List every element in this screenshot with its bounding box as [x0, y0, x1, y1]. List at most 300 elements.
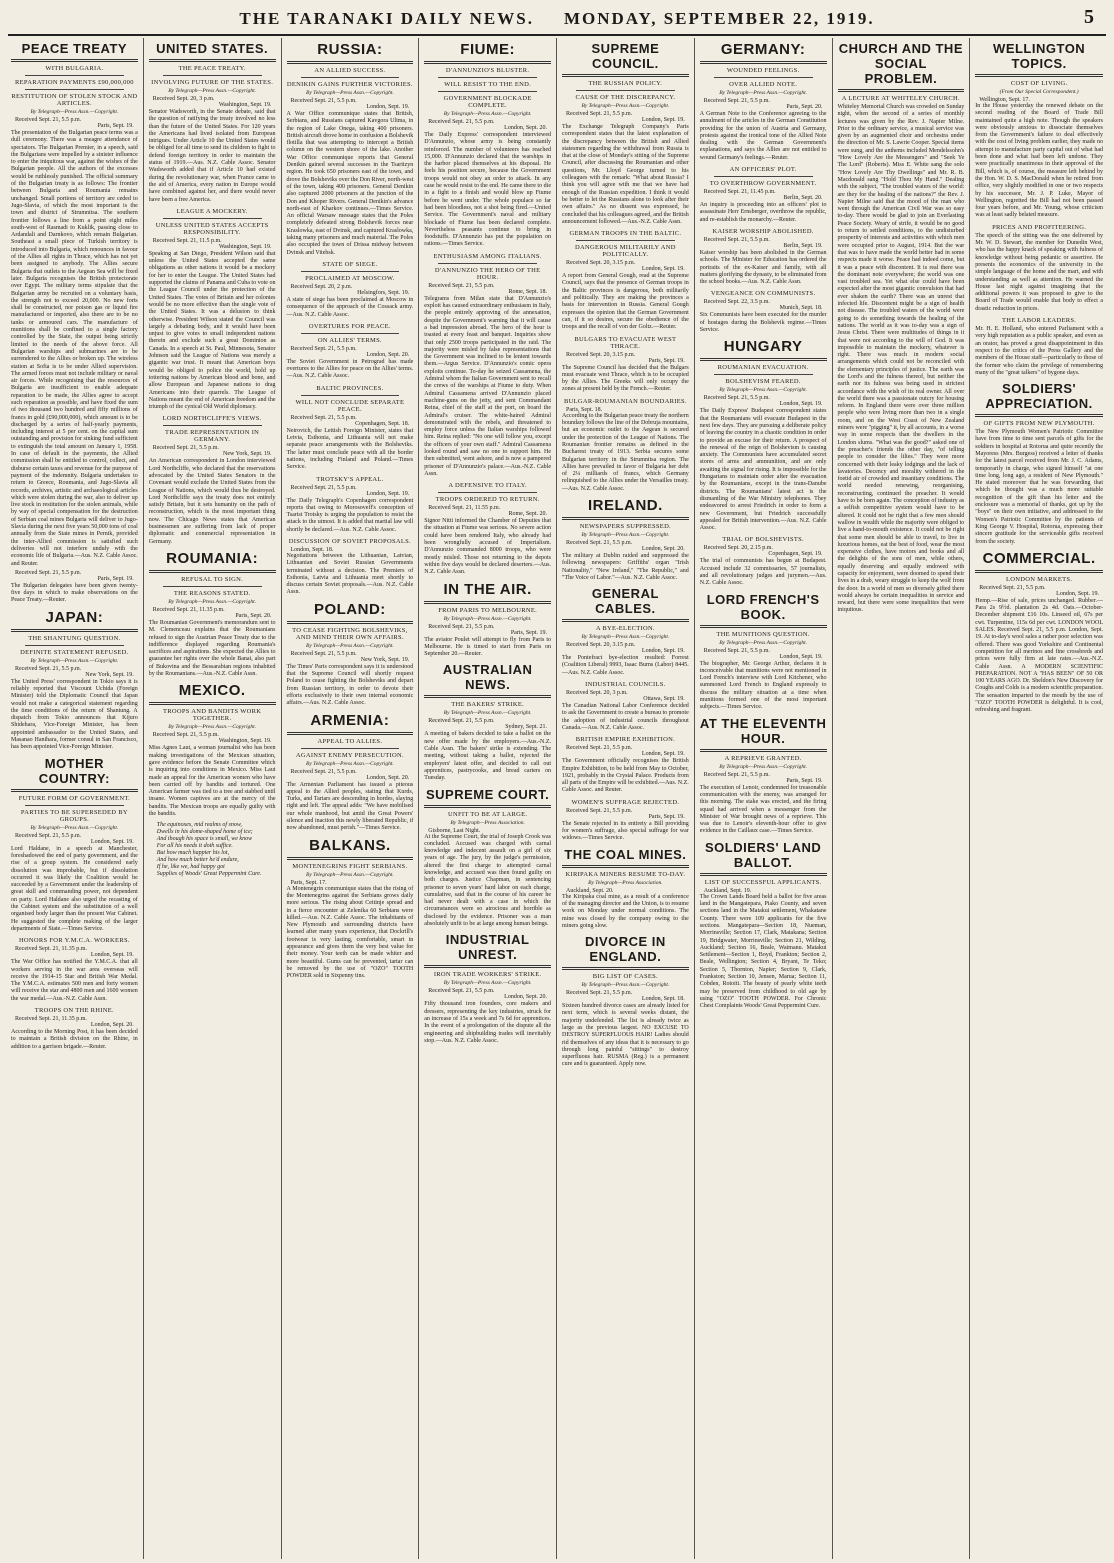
newspaper-title: THE TARANAKI DAILY NEWS.	[239, 9, 534, 28]
article-body: The Senate rejected in its entirety a Bill providing for women's suffrage, also special suffrage for war widows.—Times Service.	[562, 820, 689, 842]
dateline: Received Sept. 21, 5.5 p.m.	[290, 484, 357, 491]
subheading-rule	[576, 240, 675, 241]
subheading-rule	[301, 748, 400, 749]
article-body: The Daily Express' correspondent interviewed D'Annunzio, whose army is being constantly reinforced. The number of volunteers has reached 15,000. D'Annunzio declared that the warships in the harbor placed themselves at his disposal. He feels his position secure, because the Government troops would not obey an order to attack. In any case he would resist to the end. He came there to die in a fight to a finish and would blow up Fiume before he went under. The whole populace so far had been bloodless, not a shot being fired.—United Service. The Government's naval and military blockade of Fiume has been declared complete. Nevertheless peasants continue to bring in foodstuffs. D'Annunzio has put the population on rations.—Times Service.	[424, 132, 551, 248]
telegraph-credit: By Telegraph—Press Assn.—Copyright.	[443, 980, 532, 987]
dateline: Paris, Sept. 18.	[566, 406, 603, 413]
verse-line: But how much happier his lot,	[156, 850, 230, 857]
verse-line: If he, like we, had happy got	[156, 864, 225, 871]
article-subheading: BIG LIST OF CASES.	[592, 973, 658, 981]
article-headline: SUPREME COUNCIL.	[591, 41, 660, 71]
article-body: In the House yesterday the renewed debate on the second reading of the Board of Trade Bill maintained quite a high note. Though the speakers were obviously anxious to dissociate themselves from the Government's failure to deal effectively with the cost of living problem earlier, they made no attempt to manufacture party capital out of what had been done and what had been left undone. They were practically unanimous in their approval of the Bill, which is, of course, the measure left behind by the Hon. W. D. S. MacDonald when he retired from office, very slightly modified in one or two respects by his successor, Mr. J. P. Luke, Mayor of Wellington, regretted the Bill had not been passed four years before, and Mr. Young, whose criticism was at least sadly belated measure.	[975, 103, 1103, 219]
dateline: New York, Sept. 19.	[360, 656, 410, 663]
dateline: Received Sept. 20, 3.15 p.m.	[566, 642, 636, 649]
article-balkans	[287, 837, 414, 981]
article-headline: THE COAL MINES.	[564, 846, 687, 862]
article-womens-suffrage	[562, 799, 689, 843]
article-subheading: TROTSKY'S APPEAL.	[316, 475, 384, 483]
headline-rule	[424, 695, 551, 698]
headline-rule	[700, 625, 827, 628]
article-prices-profiteering	[975, 224, 1103, 313]
dateline: Received Sept. 21, 11.5 p.m.	[152, 237, 222, 244]
dateline: Received Sept. 21, 5.5 p.m.	[290, 345, 357, 352]
dateline: Received Sept. 21, 11.45 p.m.	[703, 189, 776, 196]
article-roumania	[149, 550, 276, 678]
telegraph-credit: By Telegraph—Press Assn.—Copyright.	[30, 657, 119, 664]
dateline: Berlin, Sept. 20.	[783, 195, 823, 202]
telegraph-credit: By Telegraph—Press Assn.—Copyright.	[443, 615, 532, 622]
dateline: Received Sept. 21, 11.35 p.m.	[15, 946, 87, 953]
article-subheading: OVER ALLIED NOTE.	[729, 81, 798, 88]
article-supreme-council	[562, 41, 689, 226]
article-body: The Canadian National Labor Conference decided to ask the Government to create a bureau to promote the adoption of industrial councils throughout Canada.—Aus. N.Z. Cable Assoc.	[562, 703, 689, 731]
article-body: The Government officially recognises the British Empire Exhibition, to be held from May to October, 1921, probably in the Crystal Palace. Products from all parts of the Empire will be exhibited.—Aus. N.Z. Cable Assoc. and Reuter.	[562, 758, 689, 794]
article-subheading: REFUSAL TO SIGN.	[181, 575, 244, 583]
article-subheading: THE RUSSIAN POLICY.	[588, 80, 663, 87]
article-body: The Crown Lands Board held a ballot for five areas land in the Mangatepara, Piako County, and seven sections land in the Matakui settlement, Whakatane County. There were 109 applicants for the five sections. Mangatepara—Section 18, Nueman, Morrinsville; Section 17, Clark, Matakana; Section 19, Bridgwater, Morrinsville; Section 21, Wilding, Auckland; Section 16, Beale, Waimanu. Matakui Settlement—Section 1, Boyd, Frankton; Section 2, Beale, Wellington; Section 4, Bryant, Te Teko; Section 5, Thornton, Napier; Section 9, Clark, Frankston; Section 10, Jensen, Marua; Section 11, Cobden, Rotoiti. The beauty of pearly white teeth may be preserved from childhood to old age by using "OZO" TOOTH POWDER. For Chronic Chest Complaints Woods' Great Peppermint Cure.	[699, 893, 827, 1010]
article-subheading: A BYE-ELECTION.	[595, 625, 655, 633]
article-headline: UNITED STATES.	[156, 41, 269, 56]
dateline: Paris, Sept. 20.	[235, 612, 272, 619]
article-subheading: ENTHUSIASM AMONG ITALIANS.	[433, 252, 542, 260]
column-5	[557, 38, 695, 1559]
dateline: Paris, Sept. 19.	[648, 357, 685, 364]
subheading-rule	[25, 75, 124, 76]
subheading-rule	[301, 77, 400, 78]
dateline: Received Sept. 21, 5.5 p.m.	[703, 647, 770, 654]
article-subheading: VENGEANCE ON COMMUNISTS.	[710, 290, 816, 298]
article-german-troops-baltic	[562, 230, 689, 331]
article-headline: SOLDIERS' APPRECIATION.	[985, 381, 1093, 412]
subheading-rule	[714, 374, 813, 375]
headline-rule	[975, 74, 1103, 77]
telegraph-credit: By Telegraph—Press Assn.—Copyright.	[30, 109, 119, 115]
telegraph-credit: (From Our Special Correspondent.)	[999, 89, 1079, 95]
article-officers-plot	[700, 166, 827, 224]
article-poland	[287, 601, 414, 708]
article-subheading: TRIAL OF BOLSHEVISTS.	[722, 536, 804, 544]
telegraph-credit: By Telegraph—Press Assn.—Copyright.	[305, 90, 394, 96]
dateline: Received Sept. 21, 5.5 p.m.	[290, 98, 357, 104]
dateline: Washington, Sept. 19.	[218, 243, 272, 250]
article-body: The Times' Paris correspondent says it is understood that the Supreme Council will shortly request Poland to cease fighting the Bolsheviks and depart from Russian territory, in order to devote their efforts exclusively to their own internal economic affairs.—Aus. N.Z. Cable Assoc.	[286, 663, 414, 707]
article-subheading: TO OVERTHROW GOVERNMENT.	[709, 180, 817, 188]
subheading-rule	[25, 805, 124, 806]
article-subheading: BALTIC PROVINCES.	[316, 384, 384, 392]
article-headline: CHURCH AND THE SOCIAL PROBLEM.	[838, 41, 963, 86]
telegraph-credit: By Telegraph—Press Association.	[588, 879, 663, 886]
article-body: An inquiry is proceeding into an officers' plot to assassinate Herr Ernsberger, overthrow the republic, and re-establish the monarchy.—Reuter.	[699, 202, 827, 223]
headline-rule	[424, 805, 551, 808]
dateline: Received Sept. 21, 5.5 p.m.	[15, 665, 82, 672]
article-subheading: RESTITUTION OF STOLEN STOCK AND ARTICLES.	[11, 93, 138, 107]
dateline: New York, Sept. 19.	[222, 451, 272, 458]
subheading-rule	[301, 395, 400, 396]
article-industrial-councils	[562, 681, 689, 732]
article-coal-mines	[562, 847, 689, 930]
issue-date: MONDAY, SEPTEMBER 22, 1919.	[563, 9, 875, 28]
article-headline: PEACE TREATY	[21, 41, 128, 56]
article-headline: GERMANY:	[720, 41, 806, 58]
article-headline: SUPREME COURT.	[425, 786, 550, 802]
headline-rule	[287, 61, 414, 64]
telegraph-credit: By Telegraph—Press Assn.—Copyright.	[719, 763, 808, 770]
article-headline: RUSSIA:	[317, 41, 383, 58]
dateline: Received Sept. 21, 5.5 p.m.	[15, 117, 82, 123]
article-japan	[11, 609, 138, 752]
article-headline: BALKANS.	[309, 836, 391, 854]
article-supreme-court	[424, 787, 551, 929]
dateline: Copenhagen, Sept. 19.	[768, 551, 823, 558]
verse-line: For all his needs it doth suffice.	[156, 843, 233, 850]
article-body: The Daily Express' Budapest correspondent states that the Roumanians will evacuate Budapest in the next few days. They are pursuing a deliberate policy of leaving the country in a chaotic condition in order to provide an excuse for their return. A prospect of the renewal of the reign of Bolshevism is causing anxiety. The Communists have accumulated secret stores of arms and ammunition, and are only awaiting the signal for rising. It is impossible for the Hungarians to maintain order after the evacuation by the Roumanians, except in the trans-Danube districts. The Roumanians' latest act is the dismantling of the War Ministry telephones. They endeavored to arrest Friedrich in order to form a new Government, but Friedrich successfully appealed for British intervention.—Aus. N.Z. Cable Assoc.	[699, 408, 827, 532]
article-headline: MOTHER COUNTRY:	[38, 755, 110, 786]
headline-rule	[838, 89, 965, 92]
headline-rule	[700, 358, 827, 361]
article-body: According to the Morning Post, it has been decided to maintain a British division on the Rhine, in addition to a garrison brigade.—Reuter.	[11, 1029, 138, 1050]
telegraph-credit: By Telegraph—Press Assn.—Copyright.	[168, 598, 257, 605]
dateline: Received Sept. 20, 3 p.m.	[152, 96, 215, 102]
article-subheading: WITH BULGARIA.	[45, 65, 104, 72]
article-soviet-proposals	[287, 538, 414, 597]
article-subheading: THE MUNITIONS QUESTION.	[716, 630, 810, 638]
article-subheading: KIRIPAKA MINERS RESUME TO-DAY.	[565, 870, 686, 878]
article-lord-northcliffe	[149, 415, 276, 546]
article-bulgar-roumanian	[562, 398, 689, 493]
article-body: A meeting of bakers decided to take a ballot on the new offer made by the employers.—Aus.-N.Z. Cable Assn. The bakers' strike is extending. The meeting, without taking a ballot, rejected the employers' latest offer, and decided to call out apprentices, pastrycooks, and bread carters on Tuesday.	[424, 731, 551, 782]
column-1	[6, 38, 144, 1559]
article-body: Signor Nitti informed the Chamber of Deputies that the situation at Fiume was serious. No severe action could have been rendered Italy, who already had been wrongfully accused of Imperialism. D'Annunzio commanded 8000 troops, who were mostly misled. Those not returning to the depots within five days would be declared deserters.—Aus. N.Z. Cable Assn.	[424, 518, 551, 576]
dateline: London, Sept. 19.	[366, 104, 410, 110]
dateline: Received Sept. 20, 2 p.m.	[290, 283, 353, 290]
article-body: The New Plymouth Women's Patriotic Committee have from time to time sent parcels of gifts for the soldiers in hospital at Rotorua and quite recently the Mayoress (Mrs. Burgess) received a letter of thanks for the latest parcel received from Mr. J. C. Adams, temporarily in charge, who signed himself "at one time long, long ago, a resident of New Plymouth." He stated moreover that he was forwarding that which he thought was a much more suitable recognition of the gift than his letter and the enclosure was a memorial of thanks, got up by the "boys" on their own initiative, and addressed to the Women's Patriotic Committee by the patients of King George V. Hospital, Rotorua, expressing their sincere gratitude for the serviceable gifts received from the society.	[975, 429, 1103, 545]
article-subheading: ROUMANIAN EVACUATION.	[717, 364, 809, 372]
article-body: The Kiripaka coal mine, as a result of a conference of the managing director and the Union, is to resume work on Monday under normal conditions. The mine was closed by the company owing to the miners going slow.	[562, 893, 689, 929]
article-headline: IRELAND.	[587, 496, 663, 514]
article-hungary	[700, 338, 827, 532]
column-8	[970, 38, 1108, 1559]
dateline: Paris, Sept. 19.	[648, 813, 685, 820]
article-subheading: STATE OF SIEGE.	[322, 260, 378, 268]
article-league-mockery	[149, 208, 276, 412]
telegraph-credit: By Telegraph—Press Assn.—Copyright.	[30, 824, 119, 831]
article-russia	[287, 41, 414, 257]
dateline: Received Sept. 21, 5.5 p.m.	[428, 119, 495, 125]
article-subheading: THE LABOR LEADERS.	[1002, 317, 1077, 325]
article-body: Kaiser worship has been abolished in the German schools. The Minister for Education has ordered the portraits of the ex-Kaiser and family, with all matters glorifying the dynasty, to be eliminated from the school books.—Aus. N.Z. Cable Assn.	[699, 249, 827, 286]
article-body: The War Office has notified the Y.M.C.A. that all workers serving in the war area overseas will receive the 1914-15 Star and British War Medal. The Y.M.C.A. estimates 500 men and forty women will receive the star and 4800 men and 1600 women the war medal.—Aus.-N.Z. Cable Assn.	[11, 959, 138, 1002]
telegraph-credit: By Telegraph—Press Assn.—Copyright.	[305, 871, 394, 878]
dateline: Copenhagen, Sept. 18.	[355, 420, 410, 427]
dateline: Received Sept. 21, 5.5 p.m.	[152, 732, 219, 739]
article-subheading: THE PEACE TREATY.	[178, 65, 246, 72]
article-vengeance-communists	[700, 290, 827, 334]
dateline: Auckland, Sept. 20.	[566, 887, 614, 894]
telegraph-credit: By Telegraph—Press Assn.—Copyright.	[168, 724, 257, 731]
column-2	[144, 38, 282, 1559]
dateline: Received Sept. 20, 3.15 p.m.	[566, 260, 636, 267]
dateline: Gisborne, Last Night.	[428, 827, 481, 834]
article-subheading: FROM PARIS TO MELBOURNE.	[438, 606, 538, 614]
article-subheading: OVERTURES FOR PEACE.	[308, 322, 391, 330]
article-headline: LORD FRENCH'S BOOK.	[706, 591, 820, 622]
article-body: The United Press' correspondent in Tokio says it is reliably reported that Viscount Uchida (Foreign Minister) told the Diplomatic Council that Japan would not make a categorical statement regarding the time conditions of the return of Shantung. A dispatch from Tokio announces that Kijuro Shidehara, Vice-Foreign Minister, has been appointed ambassador to the United States, and Masanao Hanihara, former consul in San Francisco, has been appointed Vice-Foreign Minister.	[11, 678, 138, 751]
article-subheading: DENIKIN GAINS FURTHER VICTORIES.	[286, 81, 413, 88]
subheading-rule	[438, 492, 537, 493]
article-body: A Montenegrin communique states that the rising of the Montenegrins against the Serbians grows daily more serious. The rising about Cettinje spread and in a fierce encounter at Zelenika 60 Serbians were killed.—Aus. N.Z. Cable Assoc. The inhabitants of New Plymouth and surrounding districts have learned after many years experience, that Dockrill's footwear is very lasting, comfortable, smart in appearance and gives them the very best value for their money. Your teeth can be made whiter and more beautiful. Gums can be prevented, tartar can be removed by the use of "OZO" TOOTH POWDER sold in Sixpenny tins.	[286, 885, 414, 980]
dateline: Received Sept. 21, 5.5 p.m.	[566, 111, 633, 117]
column-3	[282, 38, 420, 1559]
article-subheading: BOLSHEVISM FEARED.	[725, 378, 801, 386]
article-body: The Daily Telegraph's Copenhagen correspondent reports that owing to Morosoveff's conception of Tsarist Trotsky is urging the population to resist the attack to the utmost. It is added that martial law will shortly be declared.—Aus. N.Z. Cable Assoc.	[286, 497, 414, 533]
article-enthusiasm	[424, 253, 551, 478]
article-mother-country	[11, 756, 138, 934]
dateline: London, Sept. 20.	[366, 774, 410, 781]
article-peace-treaty	[11, 41, 138, 605]
article-subheading: HONORS FOR Y.M.C.A. WORKERS.	[18, 937, 130, 945]
article-subheading: UNLESS UNITED STATES ACCEPTS RESPONSIBILITY.	[155, 221, 269, 236]
telegraph-credit: By Telegraph—Press Assn.—Copyright.	[719, 90, 808, 96]
article-trial-bolshevists	[700, 536, 827, 587]
article-headline: AUSTRALIAN NEWS.	[442, 662, 533, 693]
dateline: Received Sept. 21, 5.5 p.m.	[979, 584, 1046, 591]
article-headline: INDUSTRIAL UNREST.	[445, 932, 530, 963]
dateline: London, Sept. 20.	[504, 125, 547, 131]
dateline: Received Sept. 21, 5.5 p.m.	[15, 832, 82, 839]
subheading-rule	[25, 89, 124, 90]
article-defensive	[424, 482, 551, 576]
dateline: Received Sept. 21, 5.5 p.m.	[703, 236, 770, 243]
dateline: Sydney, Sept. 21.	[505, 724, 547, 731]
subheading-rule	[438, 263, 537, 264]
article-body: The speech of the sitting was the one delivered by Mr. W. D. Stewart, the member for Dunedin West, who has the happy knack of speaking with fulness of knowledge without being pedantic or assertive. He presents the economics of the university in the simple language of the home and the mart, and with understanding as well as attention. He warned the House last night against imagining that the additional powers it was proposed to give to the Board of Trade would enable that body to effect a drastic reduction in prices.	[975, 232, 1103, 312]
headline-rule	[975, 414, 1103, 417]
article-subheading: TROOPS ON THE RHINE.	[34, 1007, 114, 1015]
article-subheading: MONTENEGRINS FIGHT SERBIANS.	[292, 862, 408, 870]
article-headline: AT THE ELEVENTH HOUR.	[699, 715, 827, 746]
article-headline: JAPAN:	[45, 608, 104, 626]
masthead	[8, 4, 1106, 36]
article-subheading: AGAINST ENEMY PERSECUTION.	[295, 751, 404, 759]
dateline: London, Sept. 20.	[504, 994, 547, 1001]
article-body: The Soviet Government in Petrograd has made overtures to the Allies for peace on the Allies' terms.—Aus. N.Z. Cable Assoc.	[286, 358, 414, 380]
article-body: Miss Agnes Laut, a woman journalist who has been making investigations of the Mexican situation, gave evidence before the Senate Committee which is inquiring into conditions in Mexico. Miss Laut made an appeal for the American women who have been carried off by bandits and tortured. One American farmer was tied to a tree and stabbed until insane. Women captives are at the mercy of the bandits. The Mexican troops are equally guilty with the bandits.	[148, 745, 276, 817]
dateline: Paris, Sept. 19.	[97, 123, 134, 129]
article-state-of-siege	[287, 261, 414, 319]
dateline: Received Sept. 21, 5.5 p.m.	[566, 745, 633, 752]
columns	[6, 38, 1108, 1559]
article-subheading: A REPRIEVE GRANTED.	[724, 754, 802, 762]
dateline: Paris, Sept. 20.	[786, 104, 823, 110]
headline-rule	[424, 61, 551, 64]
article-headline: SOLDIERS' LAND BALLOT.	[704, 839, 822, 870]
headline-rule	[562, 619, 689, 622]
article-body: Sixteen hundred divorce cases are already listed for next term, which is several weeks distant, the majority undefended. The list is already twice as large as the previous largest. NO EXCUSE TO DESTROY SUPERFLUOUS HAIR! Ladies should rid themselves of any ideas that it is necessary to go through long painful "sittings" to destroy superfluous hair. RUSMA (Reg.) is a permanent cure and is guaranteed. Apply now.	[562, 1003, 689, 1068]
article-subheading: TROOPS AND BANDITS WORK TOGETHER.	[162, 708, 262, 723]
article-body: The Supreme Council has decided that the Bulgars must evacuate west Thrace, which is to be occupied by the Allies. The Greeks will only occupy the zones at present held by the French.—Reuter.	[562, 364, 689, 393]
article-subheading: PROCLAIMED AT MOSCOW.	[305, 274, 395, 282]
dateline: Received Sept. 20, 3 p.m.	[566, 690, 628, 697]
headline-rule	[562, 74, 689, 77]
article-subheading: INVOLVING FUTURE OF THE STATES.	[151, 79, 274, 86]
telegraph-credit: By Telegraph—Press Assn.—Copyright.	[719, 387, 808, 394]
dateline: Received Sept. 21, 5.5 p.m.	[15, 569, 82, 576]
article-subheading: WILL NOT CONCLUDE SEPARATE PEACE.	[295, 398, 405, 413]
verse-line: And though his space is small, we know	[156, 836, 253, 843]
article-wellington-topics	[975, 41, 1103, 220]
article-headline: MEXICO.	[178, 682, 246, 700]
article-eleventh-hour	[700, 716, 827, 836]
article-body: The aviator Poulet will attempt to fly from Paris to Melbourne. He is timed to start from Paris on September 20.—Reuter.	[424, 636, 551, 658]
subheading-rule	[576, 90, 675, 91]
dateline: Rome, Sept. 18.	[508, 288, 547, 295]
telegraph-credit: By Telegraph—Press Assn.—Copyright.	[581, 634, 670, 641]
telegraph-credit: By Telegraph—Press Assn.—Copyright.	[305, 642, 394, 649]
headline-rule	[11, 59, 138, 62]
article-body: The Exchange Telegraph Company's Paris correspondent states that the latest explanation of the discrepancy between the British and Allied statesmen regarding the withdrawal from Russia is that at the close of Monday's sitting of the Supreme Council, after discussing the Roumanian and other questions, Mr. Lloyd George turned to his colleagues with the remark: "What about Russia? I think you will agree with me that we have had enough of the Russian expedition. I think it would be better to let the Russians alone to look after their own affairs." As no dissent was expressed, he concluded that his colleagues agreed, and the British announcement followed.—Aus.-N.Z. Cable Assn.	[562, 124, 689, 225]
article-body: The Armenian Parliament has issued a piteous appeal to the Allied peoples, stating that Kurds, Turks, and Tartars are descending in hordes, slaying right and left. The appeal adds: "We have mobilised our whole manhood, but amid the Great Powers' silence and inaction this newly liberated Republic, if now abandoned, must perish."—Times Service.	[286, 781, 414, 832]
dateline: London, Sept. 19.	[90, 952, 134, 959]
article-divorce	[562, 934, 689, 1069]
dateline: London, Sept. 18.	[641, 996, 685, 1003]
article-subheading: DEFINITE STATEMENT REFUSED.	[20, 648, 129, 656]
article-body: The military at Dublin raided and suppressed the following newspapers: Griffiths' organ "Irish Nationality," "New Ireland," "The Republic," and "The Voice of Labor."—Aus. N.Z. Cable Assoc.	[562, 552, 689, 581]
article-body: Speaking at San Diego, President Wilson said that unless the United States accepted the same obligations as other nations it would be a mockery for her to enter the League. The United States had supported the claims of Panama and Cuba to vote on the League Council under the protection of the United States. The votes of Britain and her colonies would be no more effective than the single vote of the United States. It was a delusion to think otherwise. President Wilson stated the Council was largely a debating body, and it would have been unjust to give votes to small independent nations therein and exclude such a great Dominion as Canada. In a speech at St. Paul, Minnesota, Senator Johnson said the League of Nations was merely a gigantic war trust. It meant that American boys would be obliged to police the world, hold up tottering nations by American blood and bone, and allow European and Japanese nations to drag Americans into their quarrels. The League of Nations meant the end of American freedom and the triumph of the cynical Old World diplomacy.	[148, 250, 276, 411]
article-church-social	[838, 41, 965, 615]
article-armenia	[287, 712, 414, 833]
subheading-rule	[25, 645, 124, 646]
article-subheading: OF GIFTS FROM NEW PLYMOUTH.	[983, 420, 1095, 428]
dateline: Received Sept. 21, 5.5 p.m.	[290, 414, 357, 421]
headline-rule	[149, 59, 276, 62]
article-body: Mr. H. E. Holland, who entered Parliament with a very high reputation as a public speaker, and even as an orator, has proved a great disappointment in this respect to the critics of the Press Gallery and the members of the House staff—particularly to those of the former who claim the privilege of remembering many of the "great talkers" of bygone days.	[975, 326, 1103, 376]
dateline: Auckland, Sept. 19.	[703, 887, 752, 894]
article-headline: FIUME:	[460, 41, 515, 58]
article-subheading: A DEFENSIVE TO ITALY.	[448, 482, 527, 490]
dateline: Received Sept. 21, 5.5 p.m.	[703, 395, 770, 402]
dateline: London, Sept. 20.	[90, 1022, 134, 1029]
article-body: Lord Haldane, in a speech at Manchester, foreshadowed the end of party government, and the rise of a group system. He considered early dissolution was improbable, but if dissolution occurred it was likely the Coalition would be succeeded by a Government under the leadership of great skill and commanding power, not dependent on party. Lord Haldane also urged the recasting of the Cabinet system and the substitution of a well organised body larger than the present War Cabinet. He suggested the complete making of the larger departments of State.—Times Service.	[11, 845, 138, 932]
article-headline: HUNGARY	[723, 338, 803, 356]
article-headline: GENERAL CABLES.	[591, 586, 659, 617]
article-headline: WELLINGTON TOPICS.	[993, 41, 1086, 71]
dateline: London, Sept. 18.	[290, 546, 334, 553]
article-headline: IN THE AIR.	[443, 580, 532, 598]
dateline: Ottawa, Sept. 19.	[643, 696, 685, 703]
headline-rule	[562, 865, 689, 868]
article-subheading: TRADE REPRESENTATION IN GERMANY.	[165, 429, 260, 444]
article-subheading: D'ANNUNZIO'S BLUSTER.	[445, 67, 530, 74]
telegraph-credit: By Telegraph—Press Assn.—Copyright.	[581, 103, 670, 109]
page-number: 5	[1084, 6, 1096, 28]
article-subheading: WILL RESIST TO THE END.	[444, 81, 532, 88]
article-body: Whiteley Memorial Church was crowded on Sunday night, when the second of a series of monthly lectures was given by the Rev. J. Napier Milne. Prior to the ordinary service, a musical service was given by an augmented choir and orchestra under the direction of Mr. S. Lawrie Cooper. Special items were sung, and the anthems included Mendelssohn's "How Lovely Are the Messengers" and "Seek Ye The Lord" (Roberts). Miss E. White sang the solo "How Lovely Are Thy Dwellings" and Mr. R. B. Macdonald sang "Hold Thou My Hand." Dealing with the subject, "The troubled waters of the world: are they for the healing of the nations?" the Rev. J. Napier Milne said that the mood of the man who went through the American Civil War was so easy to-day. There would be glad to join an Everlasting Peace Society. Weary of strife, it would be no good to return to settled conditions, to the undisturbed prosperity of interests and activities with which men were occupied prior to August, 1914. But the war that was to have made the world better had in some respects made it worse. Peace had indeed come, but it was a peace with discontent. It is real there was the dominant note everywhere; the world was one vast troubled sea. Yet what else could have been expected after the most gigantic convulsion that had ever shaken the earth? There was an unrest that infected life. Discontent might be a sign of health not disease. The troubled waters of the world were going to do something towards the healing of the nations. The world as it was to-day was a sign of Jesus Christ. There were multitudes of things in it that were not according to the will of God. It was impossible to maintain the mockery, whatever is right. There was much in modern social arrangements which could not be reconciled with the elementary principles of justice. The earth was the Lord's and the fulness thereof, but neither the earth nor its fulness was being used in strictest accordance with the wish of its real owner. All over the world there was a passionate outcry for housing reform. In England there were over three million people who were living more than two in a single room, and on the West Coast of New Zealand miners were "pigging" it, by all accounts, in a worse way in some respects than the dwellers in the London slums. "What was the good?" asked one of the preacher's friends the other day, "of telling people to consider the lilies." They were more concerned with their leaky lodgings and the lack of lavatories. Decency and morality withered in the foetid air of crowded and insanitary conditions. The world needed renewing, reorganising, reconstructing, continued the preacher. It would have to be born again. The conception of industry as a selfish competitive system would have to be altered. It could not be right that a few men should wallow in wealth while the majority were obliged to live a hand-to-mouth existence. It could not be right that some men should be able to travel, to live in luxurious homes, eat the best of food, wear the most expensive clothes, have motors and books and all the delights of the sons of men, while others, equally deserving and equally endowed with capacity for enjoyment, were doomed to spend their lives in a drab, weary struggle to keep the wolf from the door. In a world of men so diversely gifted there would always be certain inequalities in service and reward, but there were some inequalities that were iniquitous.	[837, 104, 965, 614]
article-body: A German Note to the Conference agreeing to the annulment of the articles in the German Constitution providing for the union of Austria and Germany, protests against the ironical tone of the Allied Note dealing with the German Government's explanations, and says the Allies are not entitled to wound Germany's feelings.—Reuter.	[699, 111, 827, 161]
article-subheading: TROOPS ORDERED TO RETURN.	[435, 496, 540, 504]
dateline: Received Sept. 21, 5.5 p.m.	[566, 990, 633, 997]
article-headline: DIVORCE IN ENGLAND.	[584, 934, 666, 965]
article-kaiser-worship	[700, 228, 827, 286]
article-subheading: AN OFFICERS' PLOT.	[729, 166, 797, 174]
article-subheading: REPARATION PAYMENTS £90,000,000	[15, 79, 134, 86]
article-subheading: LEAGUE A MOCKERY.	[176, 207, 248, 215]
dateline: Berlin, Sept. 19.	[783, 242, 823, 249]
dateline: New York, Sept. 19.	[85, 671, 134, 678]
article-subheading: LONDON MARKETS.	[1006, 575, 1073, 583]
article-subheading: COST OF LIVING.	[1010, 80, 1068, 87]
dateline: Helsingfors, Sept. 19.	[357, 289, 410, 296]
dateline: Received Sept. 21, 5.5 p.m.	[566, 807, 633, 814]
subheading-rule	[438, 91, 537, 92]
article-body: The biographer, Mr. George Arthur, declares it is inconceivable that munitions were not mentioned in Lord French's interview with Lord Kitchener, who summoned Lord French to England expressly to discuss the military situation at a time when munitions formed one of the most important subjects.—Times Service.	[699, 660, 827, 711]
subheading-rule	[438, 77, 537, 78]
verse-line: The equinoxes, mid realms of snow,	[156, 822, 242, 829]
article-subheading: PRICES AND PROFITEERING.	[992, 223, 1087, 231]
dateline: Received Sept. 21, 5.5 p.m.	[152, 445, 219, 452]
article-subheading: THE SHANTUNG QUESTION.	[28, 634, 121, 642]
dateline: Paris, Sept. 17.	[290, 879, 327, 886]
headline-rule	[562, 967, 689, 970]
dateline: Received Sept. 21, 5.5 p.m.	[703, 771, 770, 778]
article-body: Negotiations between the Lithuanian, Latvian, Lithuanian and Soviet Russian Governments terminated without a decision. The Premiers of Esthonia, Latvia and Lithuania meet shortly to discuss certain Soviet proposals.—Aus. N.Z. Cable Assn.	[286, 552, 414, 596]
headline-rule	[149, 702, 276, 705]
subheading-rule	[163, 75, 262, 76]
article-subheading: A LECTURE AT WHITELEY CHURCH.	[841, 95, 960, 102]
dateline: Rome, Sept. 20.	[508, 511, 547, 518]
headline-rule	[424, 965, 551, 968]
article-subheading: IRON TRADE WORKERS' STRIKE.	[433, 971, 542, 979]
telegraph-credit: By Telegraph—Press Assn.—Copyright.	[305, 760, 394, 767]
dateline: Paris, Sept. 19.	[786, 777, 823, 784]
headline-rule	[700, 749, 827, 752]
article-mexico	[149, 682, 276, 818]
headline-rule	[11, 789, 138, 792]
article-body: Telegrams from Milan state that D'Annunzio's exploit has caused extraordinary enthusiasm in Italy, the people entirely approving of the annexation, despite the Government's warning that it will cause a bad impression abroad. The hero of the hour is toasted at every feast and banquet. Inquiries show that only 2500 troops participated in the raid. The majority were misled by false representations that the Government was inclined to be lenient towards them.—Argus Service. D'Annunzio's comic opera exploits continue. To-day he seized Cassamena, the Admiral whom the Italian Government sent to recall the crews of the warships at Fiume to duty. When Admiral Cassamena arrived D'Annunzio placed machine-guns on the jetty, and sent Commandant Reina, chief of the staff at the port, on board the Admiral's cruiser. The white-haired Admiral demonstrated with the rebels, and threatened to employ force unless the Italian warships followed him. Reina replied: "No one will follow you, except the officers of your own staff." Admiral Cassamena looked round and saw no one to support him. He then submitted, went ashore, and is now a pampered prisoner of D'Annunzio's palace.—Aus.-N.Z. Cable Assn.	[424, 295, 551, 477]
article-body: At the Supreme Court, the trial of Joseph Crook was concluded. Accused was charged with carnal knowledge and indecent assault on a girl of six years of age. The jury, by the judge's permission, altered the first charge to attempted carnal knowledge, and accused was then found guilty on both charges. Justice Chapman, in sentencing prisoner to seven years' hard labor on each charge, cumulative, said that in the course of his career he had never dealt with a case in which the circumstances were so atrocious and horrible as disclosed by the evidence. Prisoner was a man absolutely unfit to be at large among human beings.	[424, 833, 551, 928]
headline-rule	[11, 629, 138, 632]
telegraph-credit: By Telegraph—Press Assn.—Copyright.	[581, 982, 670, 989]
article-general-cables	[562, 586, 689, 677]
subheading-rule	[163, 586, 262, 587]
dateline: London, Sept. 19.	[779, 401, 823, 408]
article-headline: POLAND:	[313, 600, 386, 618]
dateline: London, Sept. 19.	[1056, 590, 1099, 597]
article-british-empire-exhibition	[562, 736, 689, 794]
article-baltic	[287, 385, 414, 472]
column-7	[833, 38, 971, 1559]
article-subheading: CAUSE OF THE DISCREPANCY.	[575, 94, 676, 101]
headline-rule	[700, 61, 827, 64]
telegraph-credit: By Telegraph—Press Assn.—Copyright.	[168, 88, 257, 94]
dateline: Received Sept. 21, 5.5 p.m.	[290, 768, 357, 775]
article-body: The presentation of the Bulgarian peace terms was a dull ceremony. There was a meagre attendance of spectators. The Bulgarian Premier, in a speech, said the Bulgarians were impelled by a sinister influence to enter the iniquitous war, against the wishes of the Bulgarian people. All the authors of the excesses would be ruthlessly punished. The official summary of the Bulgarian treaty is as follows: The frontier between Bulgaria and Roumania remains unchanged. Small portions of territory are ceded to Jugo-Slavia, of which the most important is the town and district of Strumnitsa. The southern frontier follows a line from a point eight miles south-west of Rasmadi to Kuklik, passing close to Ardandali and Darnkovo, which remain Bulgarian. Southeast a small piece of Turkish territory is introduced into Bulgaria, which renounces in favour of the Allies all rights in Thrace, which has not yet been assigned to anybody. The Allies secure Bulgaria that outlets to the Aegean Sea will be fixed later. Bulgaria recognises the British protectorate over Egypt. The military terms stipulate that the Bulgarian army be recruited on a voluntary basis, the strength not to exceed 20,000. No new forts shall be constructed, nor poison gas or liquid fire manufactured or imported, also there are to be no tanks or armoured cars. The manufacture of munitions shall be confined to a single factory controlled by the State, the output being strictly limited to the needs of the above force. All Bulgarian warships and submarines are to be surrendered to the Allies or broken up. The wireless station at Sofia is to be under Allied supervision. The armed forces must not include military or naval air forces. While recognising that the resources of Bulgaria are insufficient to enable adequate reparation to be made, the Allies agree to accept such reparation as possible, and have fixed the sum of two thousand two hundred and fifty millions of francs in gold (£90,000,000), which amount is to be discharged by a series of half-yearly payments, including interest at 5 per cent. on the capital sum outstanding and provision for sinking fund sufficient to extinguish the total amount on January 1, 1958. In case of default in the payments, the Allied commission shall be entitled to control, collect, and disburse certain taxes and revenue for the purpose of payment of the indemnity. Bulgaria undertakes to return to Greece, Roumania, and Jugo-Slavia all records, archives, artistic and archaeological articles which were stolen during the war, also to deliver up live stock in restitution for the stolen animals, while by way of special compensation for the destruction of Serbian coal mines Bulgaria will deliver to Jugo-Slavia during the next five years 50,000 tons of coal annually from the State mines in Pernik, provided the inter-Allied commission is satisfied such deliveries will not interfere unduly with the economic life of Bulgaria.—Aus. N.Z. Cable Assoc. and Reuter.	[11, 130, 138, 567]
article-subheading: AN ALLIED SUCCESS.	[314, 67, 386, 74]
verse-line: Dwells in his dome-shaped home of ice;	[156, 829, 253, 836]
article-germany	[700, 41, 827, 162]
article-body: An American correspondent in London interviewed Lord Northcliffe, who declared that the reservations advocated by the United States Senators in the Covenant would exclude the United States from the League of Nations, which would thus be destroyed. Lord Northcliffe says the treaty does not entirely satisfy Britain, but it sets humanity on the path of reconstruction, which is the most important thing now. The Chicago News states that American businessmen are suffering from lack of proper diplomatic and commercial representation in Germany.	[148, 458, 276, 545]
verse-line: Supplies of Woods' Great Peppermint Cure.	[156, 871, 262, 878]
article-subheading: UNFIT TO BE AT LARGE.	[447, 810, 528, 818]
article-subheading: WOMEN'S SUFFRAGE REJECTED.	[571, 798, 680, 806]
dateline: Received Sept. 21, 11.35 p.m.	[152, 606, 225, 613]
telegraph-credit: By Telegraph—Press Assn.—Copyright.	[719, 639, 808, 646]
article-subheading: GERMAN TROOPS IN THE BALTIC.	[569, 230, 682, 238]
article-trotsky	[287, 476, 414, 534]
dateline: London, Sept. 19.	[641, 266, 685, 273]
dateline: Wellington, Sept. 17.	[979, 97, 1030, 103]
article-body: Six Communists have been executed for the murder of hostages during the Bolshevik regime.—Times Service.	[699, 312, 827, 334]
dateline: Received Sept. 20, 3.15 p.m.	[566, 351, 636, 358]
